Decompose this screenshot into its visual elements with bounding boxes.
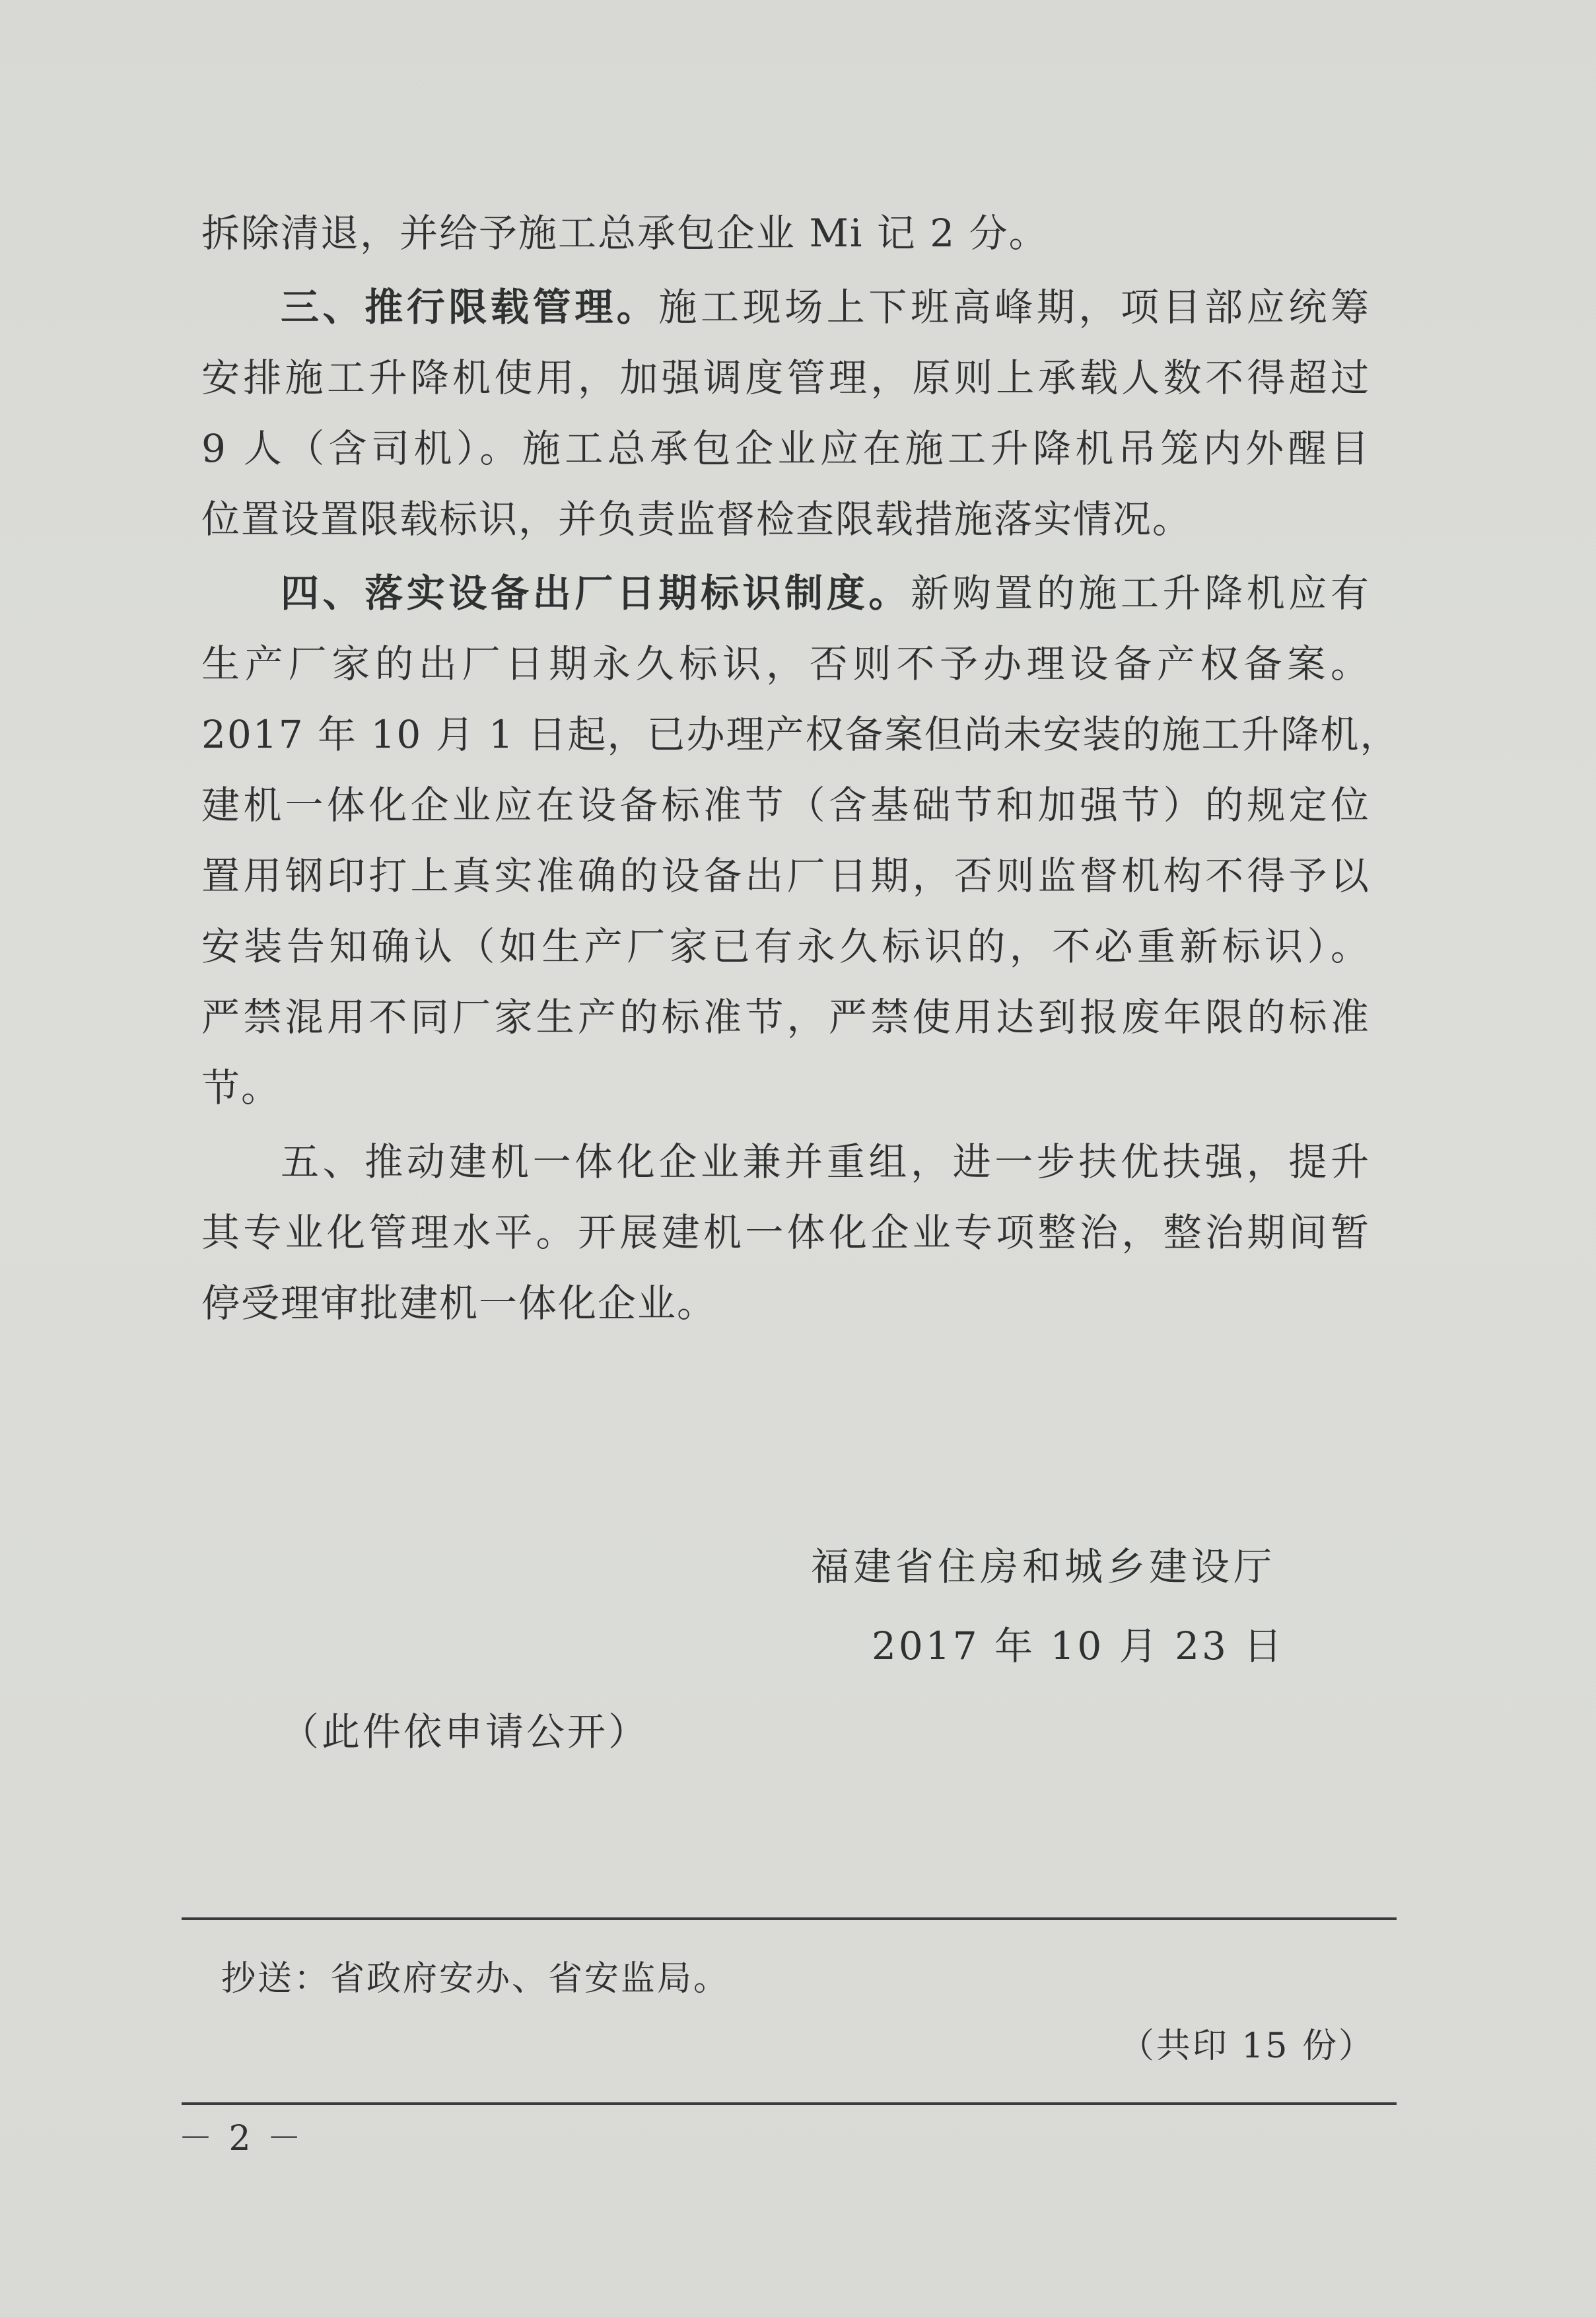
text-line: 建机一体化企业应在设备标准节（含基础节和加强节）的规定位 (201, 783, 1370, 828)
footer-divider-bottom (182, 2102, 1397, 2105)
text-line: 五、推动建机一体化企业兼并重组，进一步扶优扶强，提升 (281, 1139, 1370, 1184)
text-span: 施工现场上下班高峰期，项目部应统筹 (658, 285, 1370, 330)
text-line: 其专业化管理水平。开展建机一体化企业专项整治，整治期间暂 (201, 1210, 1370, 1255)
text-line: 节。 (201, 1065, 281, 1110)
footer-divider-top (182, 1917, 1397, 1920)
text-line: 生产厂家的出厂日期永久标识，否则不予办理设备产权备案。 (201, 641, 1370, 686)
text-line: 安装告知确认（如生产厂家已有永久标识的，不必重新标识）。 (201, 924, 1370, 969)
text-line: 严禁混用不同厂家生产的标准节，严禁使用达到报废年限的标准 (201, 995, 1370, 1040)
document-body (201, 198, 1400, 1339)
cc-line: 抄送：省政府安办、省安监局。 (221, 1959, 730, 1999)
text-line (201, 558, 1370, 629)
page-number: － 2 － (178, 2119, 304, 2158)
disclosure-note: （此件依申请公开） (281, 1709, 650, 1754)
text-line (201, 272, 1370, 343)
text-line: 安排施工升降机使用，加强调度管理，原则上承载人数不得超过 (201, 355, 1370, 400)
text-line: 置用钢印打上真实准确的设备出厂日期，否则监督机构不得予以 (201, 853, 1370, 898)
text-line: 9 人（含司机）。施工总承包企业应在施工升降机吊笼内外醒目 (201, 426, 1370, 471)
text-line: 停受理审批建机一体化企业。 (201, 1281, 717, 1326)
copies-count: （共印 15 份） (1119, 2026, 1375, 2066)
issuing-organization: 福建省住房和城乡建设厅 (811, 1544, 1276, 1589)
text-line: 2017 年 10 月 1 日起，已办理产权备案但尚未安装的施工升降机， (201, 712, 1400, 757)
text-span: 新购置的施工升降机应有 (910, 571, 1370, 616)
section-heading-4: 四、落实设备出厂日期标识制度。 (281, 571, 911, 616)
text-line: 位置设置限载标识，并负责监督检查限载措施落实情况。 (201, 497, 1193, 542)
issue-date: 2017 年 10 月 23 日 (872, 1623, 1285, 1668)
section-heading-3: 三、推行限载管理。 (281, 285, 659, 330)
text-line: 拆除清退，并给予施工总承包企业 Mi 记 2 分。 (201, 211, 1049, 256)
